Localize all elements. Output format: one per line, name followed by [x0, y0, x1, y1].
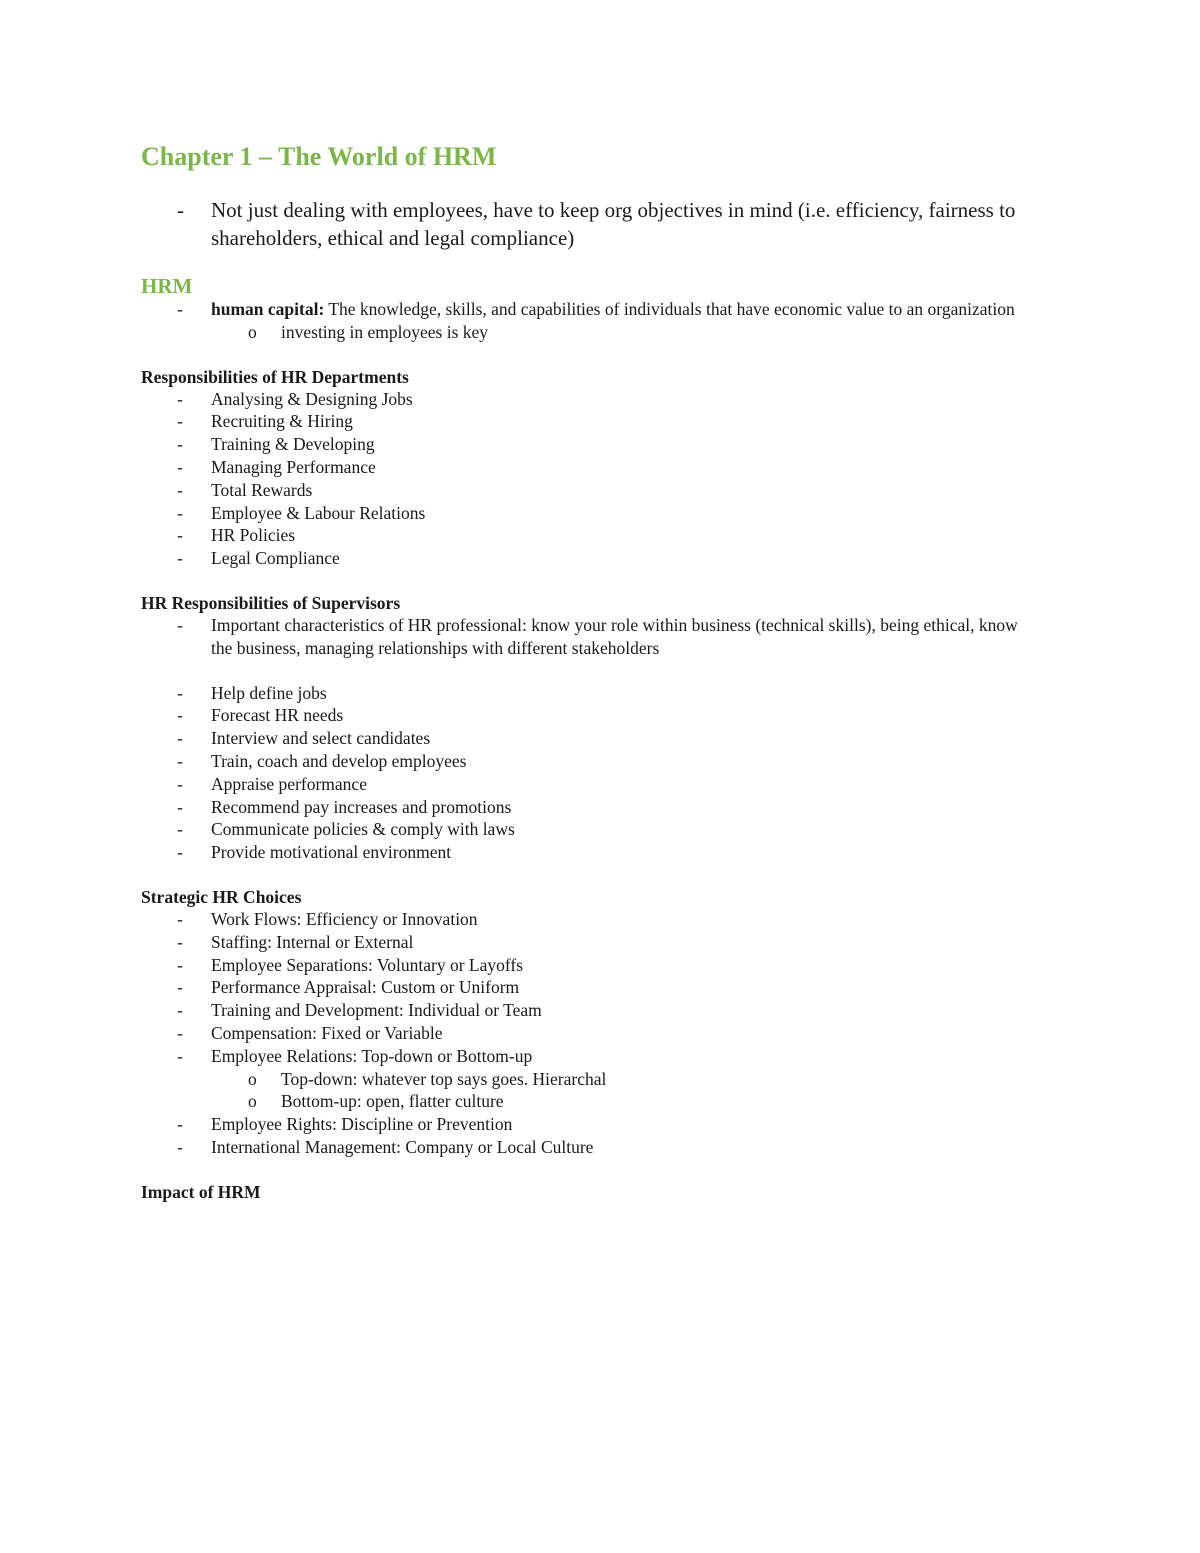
- list-item-text: Work Flows: Efficiency or Innovation: [211, 908, 478, 929]
- list-item: [141, 1045, 1021, 1068]
- list-item-text: Bottom-up: open, flatter culture: [281, 1091, 504, 1112]
- list-item: [141, 796, 1021, 819]
- dash-marker: -: [177, 842, 183, 863]
- list-item-text: Legal Compliance: [211, 548, 340, 569]
- list-item: [141, 750, 1021, 773]
- intro-list: [141, 196, 1021, 252]
- dash-marker: -: [177, 705, 183, 726]
- supervisors-list: [141, 682, 1021, 864]
- dash-marker: -: [177, 1114, 183, 1135]
- chapter-title: Chapter 1 – The World of HRM: [141, 142, 497, 171]
- dash-marker: -: [177, 434, 183, 455]
- dash-marker: -: [177, 388, 183, 409]
- list-item: [141, 410, 1021, 433]
- dash-marker: -: [177, 1000, 183, 1021]
- list-item: [141, 1022, 1021, 1045]
- dash-marker: -: [177, 411, 183, 432]
- dash-marker: -: [177, 456, 183, 477]
- list-item-text: Interview and select candidates: [211, 728, 431, 749]
- hrm-list: [141, 298, 1021, 344]
- dash-marker: -: [177, 479, 183, 500]
- list-item: [141, 196, 1021, 252]
- section-heading-responsibilities: Responsibilities of HR Departments: [141, 366, 409, 387]
- dash-marker: -: [177, 299, 183, 319]
- dash-marker: -: [177, 977, 183, 998]
- list-item: [141, 931, 1021, 954]
- term-definition: The knowledge, skills, and capabilities of individuals that have economic value to an organization: [324, 299, 1015, 319]
- list-item-text: Training & Developing: [211, 434, 375, 455]
- dash-marker: -: [177, 548, 183, 569]
- circle-marker: o: [248, 321, 257, 342]
- list-item: [141, 682, 1021, 705]
- list-item-text: Help define jobs: [211, 682, 327, 703]
- list-item: [141, 456, 1021, 479]
- dash-marker: -: [177, 614, 183, 635]
- list-item-text: Not just dealing with employees, have to keep org objectives in mind (i.e. efficiency, fairness to shareholders, ethical and legal compliance): [211, 198, 1016, 250]
- sub-list-item: [141, 1090, 1021, 1113]
- list-item: [141, 727, 1021, 750]
- list-item-text: investing in employees is key: [281, 321, 489, 342]
- dash-marker: -: [177, 819, 183, 840]
- list-item: [141, 841, 1021, 864]
- section-heading-impact: Impact of HRM: [141, 1181, 261, 1202]
- list-item: [141, 502, 1021, 525]
- list-item: [141, 704, 1021, 727]
- list-item-text: Provide motivational environment: [211, 842, 452, 863]
- dash-marker: -: [177, 1045, 183, 1066]
- dash-marker: -: [177, 954, 183, 975]
- sub-list-item: [141, 1068, 1021, 1091]
- list-item-text: Employee Rights: Discipline or Prevention: [211, 1114, 513, 1135]
- list-item: [141, 818, 1021, 841]
- list-item: [141, 999, 1021, 1022]
- list-item: [141, 614, 1021, 660]
- list-item-text: Communicate policies & comply with laws: [211, 819, 515, 840]
- list-item-text: Recruiting & Hiring: [211, 411, 353, 432]
- responsibilities-list: [141, 388, 1021, 570]
- section-heading-strategic: Strategic HR Choices: [141, 886, 302, 907]
- dash-marker: -: [177, 682, 183, 703]
- list-item-text: Managing Performance: [211, 456, 376, 477]
- list-item-text: Recommend pay increases and promotions: [211, 796, 512, 817]
- list-item-text: Performance Appraisal: Custom or Uniform: [211, 977, 520, 998]
- list-item-text: Staffing: Internal or External: [211, 931, 414, 952]
- list-item: [141, 298, 1021, 321]
- list-item-text: HR Policies: [211, 525, 296, 546]
- dash-marker: -: [177, 750, 183, 771]
- term-human-capital: human capital:: [211, 299, 325, 319]
- circle-marker: o: [248, 1091, 257, 1112]
- dash-marker: -: [177, 908, 183, 929]
- sub-list-item: [141, 321, 1021, 344]
- list-item: [141, 1113, 1021, 1136]
- dash-marker: -: [177, 198, 184, 222]
- list-item: [141, 976, 1021, 999]
- circle-marker: o: [248, 1068, 257, 1089]
- list-item-text: Employee & Labour Relations: [211, 502, 426, 523]
- section-heading-hrm: HRM: [141, 274, 193, 298]
- dash-marker: -: [177, 931, 183, 952]
- list-item-text: Employee Separations: Voluntary or Layoffs: [211, 954, 524, 975]
- strategic-list: [141, 908, 1021, 1159]
- list-item-text: Total Rewards: [211, 479, 313, 500]
- list-item-text: Analysing & Designing Jobs: [211, 388, 413, 409]
- list-item: [141, 1136, 1021, 1159]
- list-item: [141, 954, 1021, 977]
- list-item-text: Appraise performance: [211, 773, 367, 794]
- list-item-text: Compensation: Fixed or Variable: [211, 1022, 443, 1043]
- list-item-text: Top-down: whatever top says goes. Hierarchal: [281, 1068, 607, 1089]
- dash-marker: -: [177, 525, 183, 546]
- list-item: [141, 479, 1021, 502]
- list-item-text: Train, coach and develop employees: [211, 750, 467, 771]
- list-item: [141, 773, 1021, 796]
- list-item-text: Training and Development: Individual or Team: [211, 1000, 542, 1021]
- list-item: [141, 433, 1021, 456]
- list-item-text: Important characteristics of HR professional: know your role within business (technical skills), being ethical, know the business, managing relationships with different stakeholders: [211, 614, 1018, 658]
- dash-marker: -: [177, 1136, 183, 1157]
- dash-marker: -: [177, 1022, 183, 1043]
- section-heading-supervisors: HR Responsibilities of Supervisors: [141, 592, 401, 613]
- dash-marker: -: [177, 728, 183, 749]
- dash-marker: -: [177, 502, 183, 523]
- document-content: [141, 140, 1021, 1203]
- list-item: [141, 547, 1021, 570]
- supervisors-note-list: [141, 614, 1021, 660]
- list-item-text: Employee Relations: Top-down or Bottom-up: [211, 1045, 533, 1066]
- dash-marker: -: [177, 773, 183, 794]
- list-item: [141, 524, 1021, 547]
- dash-marker: -: [177, 796, 183, 817]
- list-item-text: Forecast HR needs: [211, 705, 344, 726]
- list-item: [141, 908, 1021, 931]
- list-item-text: International Management: Company or Local Culture: [211, 1136, 594, 1157]
- list-item: [141, 388, 1021, 411]
